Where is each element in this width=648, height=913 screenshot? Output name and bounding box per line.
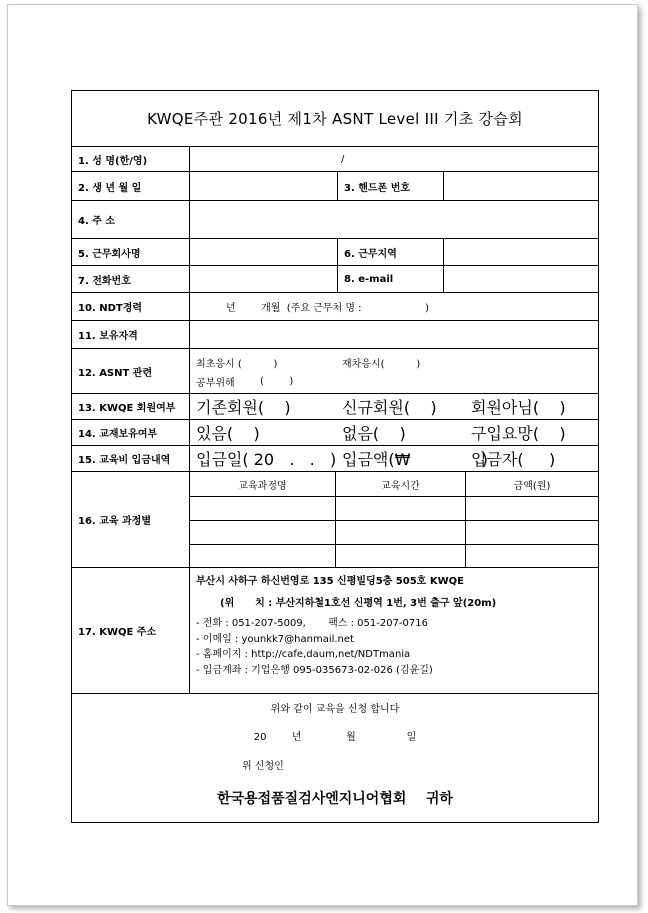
address-field[interactable] bbox=[190, 201, 598, 238]
deposit-amount-field[interactable]: 입금액(₩ ) bbox=[342, 450, 488, 469]
ndt-career-field[interactable]: 년 개월 (주요 근무처 명 : ) bbox=[226, 303, 430, 314]
kwqe-location: (위 치 : 부산지하철1호선 신평역 1번, 3번 출구 앞(20m) bbox=[220, 597, 497, 609]
qualification-field[interactable] bbox=[190, 321, 598, 348]
application-date[interactable]: 20 년 월 일 bbox=[253, 732, 417, 743]
ndt-career-label: 10. NDT경력 bbox=[72, 293, 190, 320]
address-label: 4. 주 소 bbox=[72, 201, 190, 238]
course-label: 16. 교육 과정별 bbox=[72, 472, 190, 567]
course-table-row bbox=[190, 520, 598, 544]
course-amount-header: 금액(원) bbox=[513, 480, 551, 492]
kwqe-email[interactable]: - 이메일 : younkk7@hanmail.net bbox=[196, 633, 354, 645]
course-hours-cell[interactable] bbox=[336, 521, 466, 544]
kwqe-homepage[interactable]: - 홈페이지 : http://cafe,daum,net/NDTmania bbox=[196, 649, 411, 660]
row-address bbox=[72, 200, 598, 238]
row-kwqe-address bbox=[72, 567, 598, 693]
phone-label: 7. 전화번호 bbox=[72, 266, 190, 292]
application-form bbox=[71, 90, 599, 823]
row-course bbox=[72, 471, 598, 567]
asnt-label: 12. ASNT 관련 bbox=[72, 349, 190, 393]
re-exam-option[interactable]: 재차응시( ) bbox=[342, 359, 421, 370]
birthdate-field[interactable] bbox=[190, 172, 338, 200]
course-table-row bbox=[190, 496, 598, 520]
course-name-cell[interactable] bbox=[190, 497, 336, 520]
email-label: 8. e-mail bbox=[338, 266, 444, 292]
application-statement: 위와 같이 교육을 신청 합니다 bbox=[270, 704, 400, 715]
form-title: KWQE주관 2016년 제1차 ASNT Level III 기초 강습회 bbox=[147, 110, 523, 128]
row-payment bbox=[72, 445, 598, 471]
row-ndt-career bbox=[72, 292, 598, 320]
course-hours-cell[interactable] bbox=[336, 497, 466, 520]
purchase-textbook-option[interactable]: 구입요망( ) bbox=[471, 424, 566, 443]
kwqe-address-block bbox=[190, 568, 598, 693]
course-hours-cell[interactable] bbox=[336, 545, 466, 567]
work-area-field[interactable] bbox=[444, 239, 598, 265]
new-member-option[interactable]: 신규회원( ) bbox=[342, 398, 437, 417]
study-option[interactable]: 공부위해 bbox=[196, 378, 235, 389]
recipient-line: 한국용접품질검사엔지니어협회 귀하 bbox=[217, 791, 453, 807]
name-label: 1. 성 명(한/영) bbox=[72, 147, 190, 171]
existing-member-option[interactable]: 기존회원( ) bbox=[196, 398, 291, 417]
row-birth-phone bbox=[72, 171, 598, 200]
row-company-area bbox=[72, 238, 598, 265]
row-name bbox=[72, 146, 598, 171]
row-asnt bbox=[72, 348, 598, 393]
row-phone-email bbox=[72, 265, 598, 292]
mobile-field[interactable] bbox=[444, 172, 598, 200]
course-name-header: 교육과정명 bbox=[190, 472, 336, 496]
course-amount-cell[interactable] bbox=[466, 497, 598, 520]
email-field[interactable] bbox=[444, 266, 598, 292]
company-field[interactable] bbox=[190, 239, 338, 265]
first-exam-option[interactable]: 최초응시 ( ) bbox=[196, 359, 278, 370]
payment-label: 15. 교육비 입금내역 bbox=[72, 446, 190, 471]
depositor-field[interactable]: 입금자( ) bbox=[471, 450, 556, 469]
company-label: 5. 근무회사명 bbox=[72, 239, 190, 265]
course-amount-cell[interactable] bbox=[466, 545, 598, 567]
work-area-label: 6. 근무지역 bbox=[338, 239, 444, 265]
course-table-header bbox=[190, 472, 598, 496]
document-page bbox=[7, 4, 638, 906]
study-option-box[interactable]: ( ) bbox=[260, 376, 294, 387]
textbook-label: 14. 교재보유여부 bbox=[72, 420, 190, 445]
row-membership bbox=[72, 393, 598, 419]
qualification-label: 11. 보유자격 bbox=[72, 321, 190, 348]
applicant-label: 위 신청인 bbox=[242, 761, 284, 772]
course-hours-header: 교육시간 bbox=[336, 472, 466, 496]
course-amount-cell[interactable] bbox=[466, 521, 598, 544]
has-textbook-option[interactable]: 있음( ) bbox=[196, 424, 260, 443]
non-member-option[interactable]: 회원아님( ) bbox=[471, 398, 566, 417]
course-table-row bbox=[190, 544, 598, 567]
row-qualification bbox=[72, 320, 598, 348]
birthdate-label: 2. 생 년 월 일 bbox=[72, 172, 190, 200]
mobile-label: 3. 핸드폰 번호 bbox=[338, 172, 444, 200]
course-table bbox=[190, 472, 598, 567]
kwqe-phone-fax: - 전화 : 051-207-5009, 팩스 : 051-207-0716 bbox=[196, 618, 428, 629]
name-field[interactable]: / bbox=[341, 153, 345, 165]
kwqe-address-label: 17. KWQE 주소 bbox=[72, 568, 190, 693]
course-name-cell[interactable] bbox=[190, 521, 336, 544]
course-name-cell[interactable] bbox=[190, 545, 336, 567]
membership-label: 13. KWQE 회원여부 bbox=[72, 394, 190, 419]
no-textbook-option[interactable]: 없음( ) bbox=[342, 424, 406, 443]
kwqe-street-address: 부산시 사하구 하신번영로 135 신평빌딩5층 505호 KWQE bbox=[196, 576, 464, 587]
kwqe-bank-account: - 입금계좌 : 기업은행 095-035673-02-026 (김윤길) bbox=[196, 664, 433, 676]
row-textbook bbox=[72, 419, 598, 445]
phone-field[interactable] bbox=[190, 266, 338, 292]
deposit-date-field[interactable]: 입금일( 20 . . ) bbox=[196, 450, 337, 469]
row-signature bbox=[72, 693, 598, 822]
